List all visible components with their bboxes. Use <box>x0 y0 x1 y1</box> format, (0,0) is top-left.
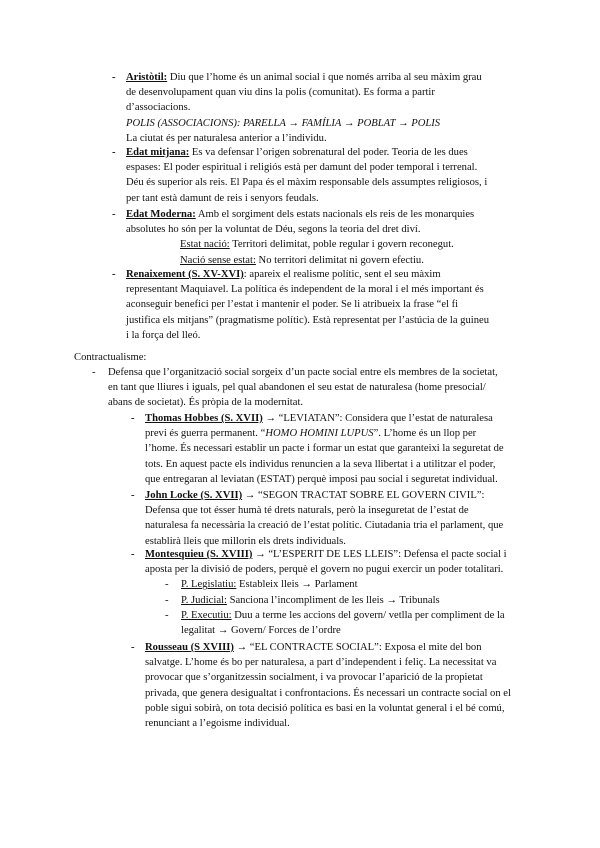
bullet: - <box>131 490 135 501</box>
aristotil-text-2: de desenvolupament quan viu dins la polis (comunitat). Es forma a partir <box>126 87 435 99</box>
renaixement-text-2: representant Maquiavel. La política és independent de la moral i el més important és <box>126 284 484 296</box>
judicial-text: Sanciona l’incompliment de les lleis → Tribunals <box>226 594 440 606</box>
legislatiu-label: P. Legislatiu: <box>181 579 237 591</box>
rousseau-text-4: privada, que genera desigualtat i confrontacions. És necessari un contracte social on el <box>145 687 511 699</box>
bullet: - <box>131 549 135 560</box>
nacio-sense-estat-text: No territori delimitat ni govern efectiu. <box>255 254 424 266</box>
edat-moderna-heading: Edat Moderna: <box>126 209 196 220</box>
bullet: - <box>131 642 135 653</box>
contractualisme-title: Contractualisme: <box>74 352 147 363</box>
montesquieu-heading: Montesquieu (S. XVIII) <box>145 549 253 560</box>
bullet: - <box>112 209 116 220</box>
dash: - <box>165 609 169 621</box>
rousseau-text-6: renunciant a l’egoisme individual. <box>145 718 290 730</box>
hobbes-text-2b: ”. L’home és un llop per <box>373 428 477 440</box>
executiu-text: Duu a terme les accions del govern/ vetlla per compliment de la <box>231 609 505 621</box>
contractualisme-block <box>92 365 538 411</box>
powers-list <box>165 577 536 638</box>
edat-moderna-item <box>112 207 528 268</box>
aristotil-heading: Aristòtil: <box>126 72 168 83</box>
locke-text-1: → “SEGON TRACTAT SOBRE EL GOVERN CIVIL”: <box>242 490 485 501</box>
hobbes-text-1: → “LEVIATAN”: Considera que l’estat de naturalesa <box>262 413 493 424</box>
aristotil-text-1: Diu que l’home és un animal social i que només arriba al seu màxim grau <box>167 72 482 83</box>
locke-text-4: establirà lleis que millorin els drets individuals. <box>145 535 346 547</box>
hobbes-heading: Thomas Hobbes (S. XVII) <box>145 413 263 424</box>
executiu-label: P. Executiu: <box>181 609 232 621</box>
nacio-sense-estat-label: Nació sense estat: <box>180 254 256 266</box>
edat-moderna-text-1: Amb el sorgiment dels estats nacionals els reis de les monarquies <box>195 209 475 220</box>
renaixement-text-1: : apareix el realisme polític, sent el seu màxim <box>243 269 441 280</box>
renaixement-text-3: aconseguir benefici per l’estat i mantenir el poder. Se li atribueix la frase “el fi <box>126 299 459 311</box>
montesquieu-text-2: aposta per la divisió de poders, perquè el govern no pugui exercir un poder totalitari. <box>145 564 504 576</box>
renaixement-text-5: i la força del lleó. <box>126 329 201 341</box>
montesquieu-text-1: → “L’ESPERIT DE LES LLEIS”: Defensa el pacte social i <box>252 549 507 560</box>
aristotil-text-3: d’associacions. <box>126 102 191 114</box>
locke-heading: John Locke (S. XVII) <box>145 490 243 501</box>
rousseau-text-2: salvatge. L’home és bo per naturalesa, a part d’independent i feliç. La necessitat va <box>145 657 497 669</box>
bullet: - <box>112 72 116 83</box>
hobbes-text-4: tots. En aquest pacte els individus renuncien a la seva llibertat i a utilitzar el poder, <box>145 458 496 470</box>
edat-mitjana-text-3: Déu és superior als reis. El Papa és el màxim responsable dels assumptes religiosos, i <box>126 177 488 189</box>
rousseau-text-5: poble sigui sobirà, on tota decisió política es basi en la voluntat general i el bé comú, <box>145 702 505 714</box>
edat-mitjana-text-1: Es va defensar l’origen sobrenatural del poder. Teoria de les dues <box>189 147 468 158</box>
bullet: - <box>131 413 135 424</box>
hobbes-text-2a: previ és guerra permanent. “ <box>145 428 266 440</box>
hobbes-item <box>131 411 540 487</box>
locke-text-2: Defensa que tot ésser humà té drets naturals, però la inseguretat de l’estat de <box>145 505 469 517</box>
montesquieu-item <box>131 547 540 638</box>
executiu-text-2: legalitat → Govern/ Forces de l’ordre <box>181 625 341 637</box>
polis-sequence: POLIS (ASSOCIACIONS): PARELLA → FAMÍLIA → POBLAT → POLIS <box>126 117 441 129</box>
edat-mitjana-heading: Edat mitjana: <box>126 147 190 158</box>
locke-text-3: naturalesa fa necessària la creació de l’estat polític. Ciutadania tria el parlament, que <box>145 520 504 532</box>
edat-mitjana-text-2: espases: El poder espiritual i religiós està per damunt del poder temporal i terrenal. <box>126 162 478 174</box>
renaixement-heading: Renaixement (S. XV-XVI) <box>126 269 244 280</box>
dash: - <box>165 594 169 606</box>
estat-nacio-label: Estat nació: <box>180 239 230 251</box>
renaixement-item <box>112 267 528 343</box>
edat-moderna-text-2: absolutes ho són per la voluntat de Déu, segons la teoria del dret diví. <box>126 224 421 236</box>
edat-mitjana-text-4: per tant està damunt de reis i senyors feudals. <box>126 192 319 204</box>
hobbes-text-3: l’home. És necessari establir un pacte i formar un estat que garanteixi la seguretat de <box>145 443 504 455</box>
contractualisme-text-3: abans de societat). És pròpia de la modernitat. <box>108 397 304 409</box>
rousseau-heading: Rousseau (S XVIII) <box>145 642 234 653</box>
aristotil-text-4: La ciutat és per naturalesa anterior a l’individu. <box>126 132 327 144</box>
rousseau-item <box>131 640 540 731</box>
contractualisme-text-2: en tant que lliures i iguals, pel qual abandonen el seu estat de naturalesa (home presocial/ <box>108 382 486 394</box>
estat-nacio-text: Territori delimitat, poble regular i govern reconegut. <box>229 239 454 251</box>
homo-homini-lupus: HOMO HOMINI LUPUS <box>265 428 374 440</box>
rousseau-text-1: → “EL CONTRACTE SOCIAL”: Exposa el mite del bon <box>233 642 482 653</box>
edat-mitjana-item <box>112 145 528 206</box>
bullet: - <box>112 269 116 280</box>
contractualisme-text-1: Defensa que l’organització social sorgeix d’un pacte social entre els membres de la societat, <box>108 367 498 378</box>
aristotil-item <box>112 70 528 146</box>
hobbes-text-5: que entregaran al leviatan (ESTAT) perquè imposi pau social i seguretat individual. <box>145 473 498 485</box>
judicial-label: P. Judicial: <box>181 594 227 606</box>
bullet: - <box>112 147 116 158</box>
legislatiu-text: Estableix lleis → Parlament <box>236 579 358 591</box>
rousseau-text-3: provocar que s’organitzessin socialment, i va provocar l’aparició de la propietat <box>145 672 483 684</box>
dash: - <box>165 579 169 591</box>
locke-item <box>131 488 540 549</box>
renaixement-text-4: justifica els mitjans” (pragmatisme polític). Està representat per l’astúcia de la guineu <box>126 314 490 326</box>
dash: - <box>92 367 96 378</box>
